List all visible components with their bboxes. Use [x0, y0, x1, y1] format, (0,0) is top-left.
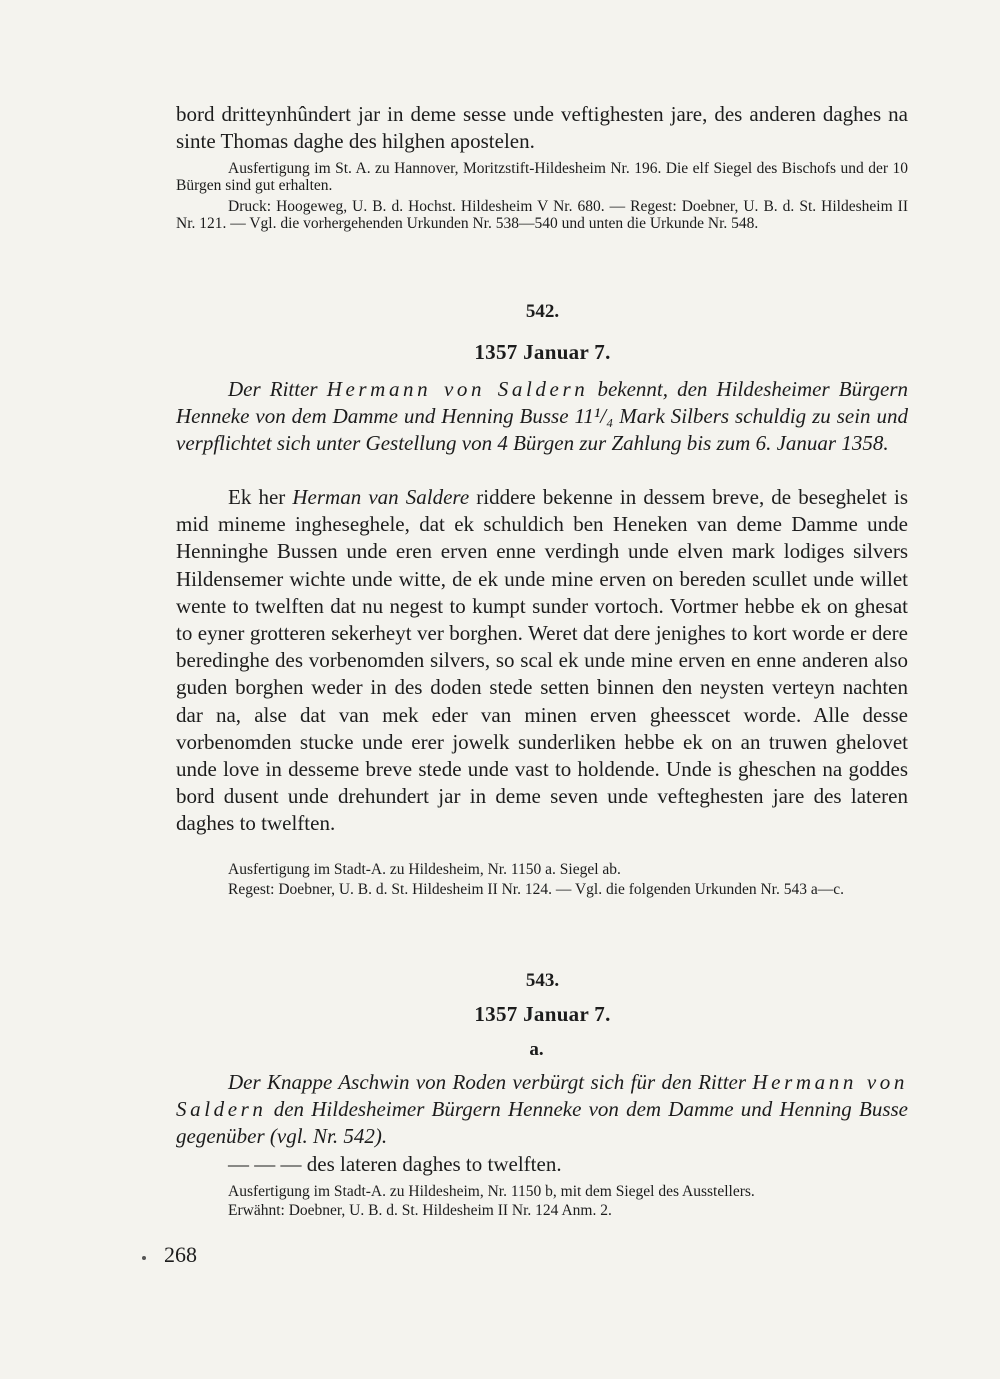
regest-text: den Hildesheimer Bürgern Henneke von dem Damme und Henning Busse gegenüber (vgl. Nr. 542).	[176, 1097, 908, 1149]
note-text: Ausfertigung im Stadt-A. zu Hildesheim, Nr. 1150 a. Siegel ab.	[228, 861, 621, 878]
doc-543-note-mention	[176, 1202, 908, 1219]
doc-542-text	[176, 484, 908, 838]
doc-542-note-regest	[176, 881, 908, 898]
regest-text: Der Ritter	[228, 377, 327, 401]
regest-person-name: Hermann von Saldern	[326, 377, 589, 401]
doc-543-date: 1357 Januar 7.	[474, 1002, 611, 1026]
doc-543-note-origin	[176, 1183, 908, 1200]
doc-542-number: 542.	[525, 301, 560, 322]
note-text: Ausfertigung im Stadt-A. zu Hildesheim, Nr. 1150 b, mit dem Siegel des Ausstellers.	[228, 1183, 755, 1200]
doc-543-subsection: a.	[529, 1039, 544, 1060]
text-person-name: Herman van Saldere	[292, 485, 470, 509]
doc-541-closing-text: bord dritteynhûndert jar in deme sesse unde veftighesten jare, des anderen daghes na sinte Thomas daghe des hilghen apostelen.	[176, 102, 908, 154]
regest-person-name: Hermann von Saldern	[176, 1070, 908, 1122]
note-text: Erwähnt: Doebner, U. B. d. St. Hildesheim II Nr. 124 Anm. 2.	[228, 1202, 612, 1219]
regest-text: Der Knappe Aschwin von Roden verbürgt sich für den Ritter	[228, 1070, 753, 1094]
doc-543-regest	[176, 1069, 908, 1151]
text-part: Ek her	[228, 485, 293, 509]
regest-text: bekennt, den Hildesheimer Bürgern Henneke von dem Damme und Henning Busse 11¹/₄ Mark Silbers schuldig zu sein und verpflichtet sich unter Gestellung von 4 Bürgen zur Zahlung bis zum 6. Januar 1358.	[176, 377, 909, 456]
note-text: Regest: Doebner, U. B. d. St. Hildesheim II Nr. 124. — Vgl. die folgenden Urkunden Nr. 543 a—c.	[228, 881, 844, 898]
note-text: Druck: Hoogeweg, U. B. d. Hochst. Hildesheim V Nr. 680. — Regest: Doebner, U. B. d. St. Hildesheim II Nr. 121. — Vgl. die vorhergehenden Urkunden Nr. 538—540 und unten die Urkunde Nr. 548.	[176, 198, 908, 232]
doc-542-regest	[176, 376, 908, 458]
doc-541-note-origin	[176, 160, 908, 194]
doc-541-note-print	[176, 198, 908, 232]
text-part: riddere bekenne in dessem breve, de beseghelet is mid mineme ingheseghele, dat ek schuldich ben Heneken van deme Damme unde Henninghe Bussen unde eren erven enne verdingh unde elven mark lodiges silvers Hildensemer wichte unde witte, de ek unde mine erven on bereden scullet unde willet wente to twelften dat nu negest to kumpt sunder vortoch. Vortmer hebbe ek on ghesat to eyner grotteren sekerheyt ver borghen. Weret dat dere jenighes to kort worde er dere beredinghe des vorbenomden silvers, so scal ek unde mine erven en enne anderen also guden borghen weder in des doden stede setten binnen den neysten verteyn nachten dar na, alse dat van mek eder van minen erven gheesscet worde. Alle desse vorbenomden stucke unde erer jowelk sunderliken hebbe ek on an truwen ghelovet unde love in desseme breve stede unde vast to holdende. Unde is gheschen na goddes bord dusent unde drehundert jar in deme seven unde vefteghesten jare des lateren daghes to twelften.	[176, 485, 908, 836]
note-text: Ausfertigung im St. A. zu Hannover, Moritzstift-Hildesheim Nr. 196. Die elf Siegel des Bischofs und der 10 Bürgen sind gut erhalten.	[176, 160, 908, 194]
doc-543-number: 543.	[525, 970, 560, 991]
page-number: 268	[164, 1242, 197, 1267]
doc-542-note-origin	[176, 861, 908, 878]
doc-542-date: 1357 Januar 7.	[474, 340, 611, 364]
doc-543-text: — — — des lateren daghes to twelften.	[228, 1152, 562, 1176]
margin-dot	[142, 1256, 146, 1260]
